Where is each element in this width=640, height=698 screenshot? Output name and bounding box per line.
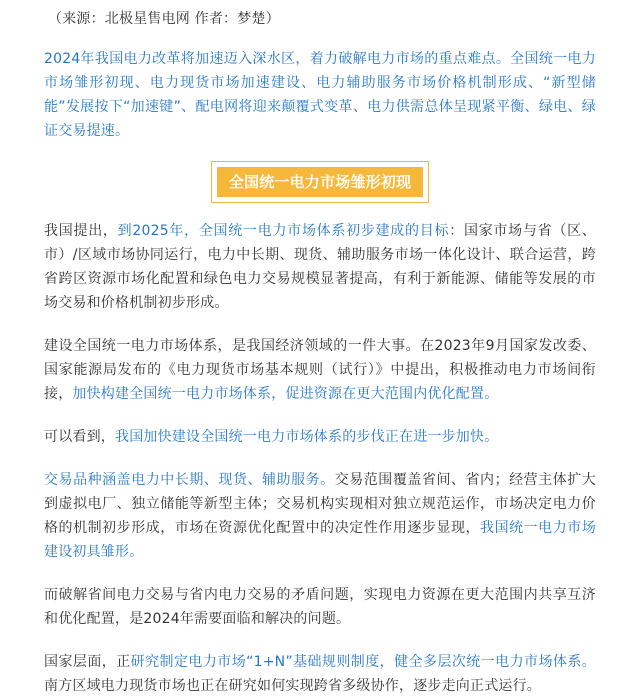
section-heading: 全国统一电力市场雏形初现	[215, 165, 425, 199]
paragraph-2	[44, 334, 596, 406]
paragraph-3	[44, 425, 596, 449]
paragraph-6-body: 南方区域电力现货市场也正在研究如何实现跨省多级协作，逐步走向正式运行。	[44, 678, 541, 694]
section-heading-wrap	[44, 165, 596, 199]
paragraph-4-body: 交易范围覆盖省间、省内；经营主体扩大到虚拟电厂、独立储能等新型主体；交易机构实现相对独立规范运作，市场决定电力价格的机制初步形成，市场在资源优化配置中的决定性作用逐步显现，	[44, 472, 596, 536]
paragraph-1-body: ：国家市场与省（区、市）/区域市场协同运行，电力中长期、现货、辅助服务市场一体化设计、联合运营，跨省跨区资源市场化配置和绿色电力交易规模显著提高，有利于新能源、储能等发展的市场交易和价格机制初步形成。	[44, 223, 597, 311]
paragraph-3-highlight: 我国加快建设全国统一电力市场体系的步伐正在进一步加快。	[115, 429, 499, 445]
paragraph-2-body: 建设全国统一电力市场体系，是我国经济领域的一件大事。在2023年9月国家发改委、国家能源局发布的《电力现货市场基本规则（试行）》中提出，积极推动电力市场间衔接，	[44, 338, 596, 402]
paragraph-6-highlight: 研究制定电力市场“1+N”基础规则制度，健全多层次统一电力市场体系。	[130, 654, 596, 670]
paragraph-3-lead: 可以看到，	[44, 429, 115, 445]
paragraph-4-highlight-end: 我国统一电力市场建设初具雏形。	[44, 520, 596, 560]
paragraph-2-highlight: 加快构建全国统一电力市场体系，促进资源在更大范围内优化配置。	[72, 386, 499, 402]
paragraph-1-highlight: 到2025年，全国统一电力市场体系初步建成的目标	[117, 223, 450, 239]
intro-paragraph: 2024年我国电力改革将加速迈入深水区，着力破解电力市场的重点难点。全国统一电力市场雏形初现、电力现货市场加速建设、电力辅助服务市场价格机制形成、“新型储能”发展按下“加速键”、配电网将迎来颠覆式变革、电力供需总体呈现紧平衡、绿电、绿证交易提速。	[44, 51, 596, 139]
paragraph-4	[44, 468, 596, 564]
paragraph-1	[44, 219, 596, 315]
paragraph-6	[44, 650, 596, 698]
paragraph-1-lead: 我国提出，	[44, 223, 118, 239]
paragraph-4-highlight-lead: 交易品种涵盖电力中长期、现货、辅助服务。	[44, 472, 335, 488]
article-source: （来源：北极星售电网 作者：梦楚）	[48, 11, 280, 27]
paragraph-6-lead: 国家层面，正	[44, 654, 131, 670]
paragraph-5: 而破解省间电力交易与省内电力交易的矛盾问题，实现电力资源在更大范围内共享互济和优化配置，是2024年需要面临和解决的问题。	[44, 587, 596, 627]
